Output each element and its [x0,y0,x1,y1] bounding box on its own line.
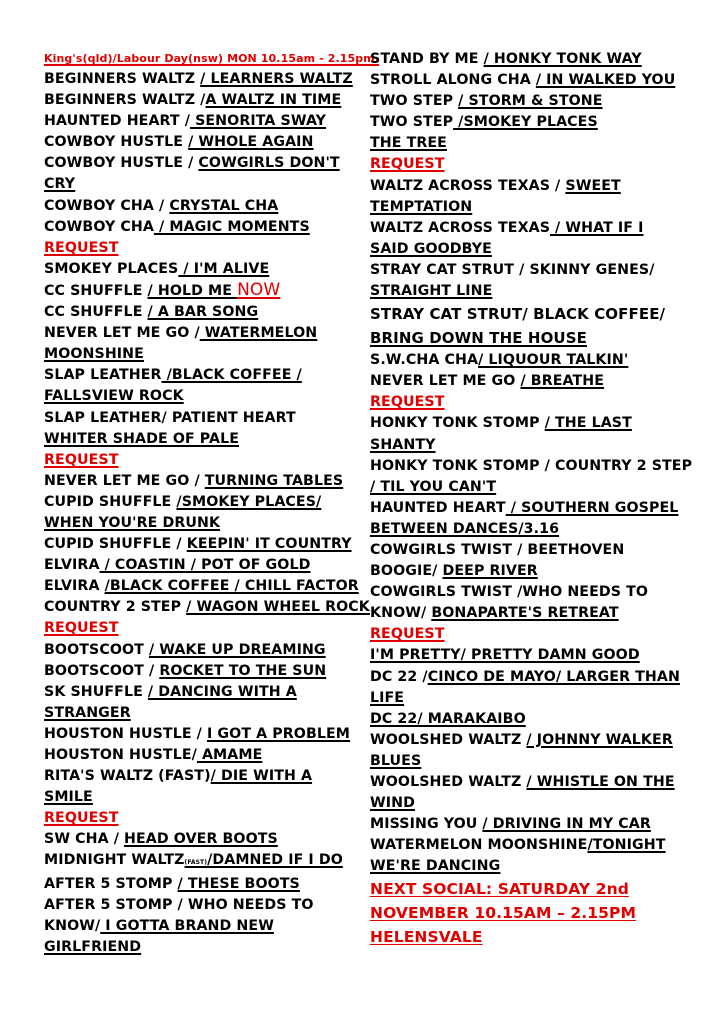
dance-name: HOUSTON HUSTLE / [44,725,208,742]
list-item: / TIL YOU CAN'T [370,478,497,495]
list-item [44,874,366,895]
music-title: ROCKET TO THE SUN [159,662,327,679]
tempo-note: (FAST) [184,859,208,867]
music-title: / LIQUOUR TALKIN' [478,352,629,369]
list-item [44,745,366,766]
list-item [44,534,366,555]
music-title: / COASTIN [99,557,186,574]
list-item [370,91,700,112]
list-item: STRAY CAT STRUT/ BLACK COFFEE/ [370,305,666,324]
dance-name: TWO STEP [370,114,454,131]
music-title: / WAGON WHEEL ROCK [186,599,370,616]
list-item [44,766,366,787]
music-title: / DANCING WITH A [147,683,297,700]
list-item [370,112,700,133]
list-item: I'M PRETTY/ PRETTY DAMN GOOD [370,647,640,664]
list-item: SLAP LEATHER/ PATIENT HEART [44,409,296,426]
next-social-line: NEXT SOCIAL: SATURDAY 2nd [370,880,629,899]
list-item: COWGIRLS TWIST / BEETHOVEN [370,541,625,558]
list-item: GIRLFRIEND [44,938,142,955]
dance-name: WOOLSHED WALTZ [370,731,527,748]
list-item: STRAIGHT LINE [370,283,493,300]
music-title: / WHAT IF I [550,219,644,236]
music-title: CINCO DE MAYO [427,668,556,685]
music-title: / HONKY TONK WAY [483,51,642,67]
music-title: / WHISTLE ON THE [526,774,675,790]
list-item: WIND [370,795,415,812]
music-title: / CHILL FACTOR [234,578,359,595]
list-item [44,217,366,238]
list-item: WE'RE DANCING [370,858,501,875]
music-title: TURNING TABLES [204,472,344,489]
list-item [370,49,700,70]
list-item [44,916,366,937]
list-item [370,835,700,856]
dance-name: CC SHUFFLE [44,304,148,321]
list-item [370,561,700,582]
music-title: / DRIVING IN MY CAR [482,816,651,833]
music-title: / BREATHE [520,373,605,390]
dance-name: WALTZ ACROSS TEXAS [370,219,551,236]
list-item [44,111,366,132]
list-item: HONKY TONK STOMP / COUNTRY 2 STEP [370,457,693,474]
dance-name: COWBOY CHA / [44,197,170,214]
list-item [370,603,700,624]
list-item [44,302,366,323]
list-item: STRANGER [44,704,131,721]
music-title: A WALTZ IN TIME [205,92,342,109]
music-title: HEAD OVER BOOTS [124,831,278,848]
request-label: REQUEST [44,810,119,827]
dance-name: SLAP LEATHER [44,367,162,384]
list-item [44,259,366,280]
dance-name: ELVIRA [44,578,105,595]
list-item [370,413,700,434]
dance-name: COUNTRY 2 STEP [44,599,187,616]
music-title: I GOT A PROBLEM [207,725,351,742]
list-item: COWGIRLS TWIST /WHO NEEDS TO [370,584,649,601]
list-item [44,555,366,576]
dance-name: HAUNTED HEART [370,499,506,516]
dance-name: KNOW/ [44,917,101,934]
dance-name: DC 22/ [370,710,423,727]
music-title: / MAGIC MOMENTS [153,218,310,235]
music-title: / THE LAST [544,415,632,432]
dance-name: COWBOY CHA [44,218,154,235]
request-label: REQUEST [44,620,119,637]
dance-name: CC SHUFFLE [44,282,148,299]
dance-name: COWBOY HUSTLE / [44,155,199,172]
dance-name: BOOTSCOOT [44,641,149,658]
dance-name: MIDNIGHT WALTZ [44,852,185,869]
dance-name: NEVER LET ME GO / [44,325,200,342]
dance-name: SMOKEY PLACES [44,260,179,277]
next-social-line: NOVEMBER 10.15AM – 2.15PM [370,904,636,923]
request-label: REQUEST [370,394,445,411]
list-item [44,471,366,492]
dance-name: WATERMELON MOONSHINE [370,837,588,854]
list-item [44,280,366,302]
dance-name: WOOLSHED WALTZ [370,774,527,790]
list-item [44,597,370,618]
left-column [44,49,380,958]
music-title: /SMOKEY PLACES/ [176,493,322,510]
music-title: MARAKAIBO [422,710,526,727]
list-item: FALLSVIEW ROCK [44,388,184,405]
list-item [44,132,366,153]
next-social-line: HELENSVALE [370,928,483,947]
list-item: WHEN YOU'RE DRUNK [44,514,221,531]
music-title: / A BAR SONG [147,304,259,321]
list-item [44,365,366,386]
list-item: SMILE [44,789,93,806]
music-title: / WHOLE AGAIN [188,134,314,151]
dance-name: CUPID SHUFFLE / [44,536,187,553]
list-item [44,661,366,682]
dance-name: AFTER 5 STOMP [44,875,178,892]
music-title: CRYSTAL CHA [169,197,279,214]
list-item: THE TREE [370,135,447,152]
music-title: / I'M ALIVE [178,260,270,277]
dance-name: NEVER LET ME GO / [44,472,205,489]
music-title: COWGIRLS DON'T [198,155,340,172]
music-title: DEEP RIVER [442,563,538,580]
request-label: REQUEST [44,451,119,468]
list-item: SAID GOODBYE [370,240,492,257]
music-title: / LARGER THAN [555,668,680,685]
list-item [370,772,700,793]
dance-name: SW CHA / [44,831,125,848]
list-item: MOONSHINE [44,346,144,363]
dance-name: TWO STEP [370,93,459,110]
list-item [370,350,700,371]
list-item [370,260,700,281]
music-title: / HOLD ME [147,282,238,299]
dance-name: BEGINNERS WALTZ [44,71,201,87]
dance-name: S.W.CHA CHA [370,352,479,369]
event-header: King's(qld)/Labour Day(nsw) MON 10.15am - 2.15pm. [44,52,380,65]
list-item [44,90,366,111]
dance-name: DC 22 / [370,668,428,685]
music-title: KEEPIN' IT COUNTRY [186,536,352,553]
music-title: /TONIGHT [587,837,666,854]
music-title: /BLACK COFFEE [104,578,235,595]
list-item [44,682,366,703]
list-item [370,730,700,751]
list-item [44,323,366,344]
list-item [44,153,366,174]
dance-name: STROLL ALONG CHA [370,72,536,89]
music-title: / SOUTHERN GOSPEL [505,499,679,516]
dance-name: MISSING YOU [370,816,483,833]
dance-name: NEVER LET ME GO [370,373,521,390]
list-item [370,218,700,239]
dance-name: HONKY TONK STOMP [370,415,545,432]
music-title: SWEET [565,177,621,194]
music-title: I GOTTA BRAND NEW [100,917,274,934]
dance-name: SK SHUFFLE [44,683,148,700]
music-title: / IN WALKED YOU [535,72,676,89]
request-label: REQUEST [44,239,119,256]
music-title: / DIE WITH A [210,768,313,785]
list-item: SHANTY [370,436,436,453]
dance-name: STRAY CAT STRUT / SKINNY GENES/ [370,261,655,278]
music-title: / THESE BOOTS [177,875,300,892]
list-item [44,196,366,217]
dance-name: HOUSTON HUSTLE/ [44,747,197,763]
music-title: AMAME [196,747,263,763]
list-item [44,829,366,850]
dance-name: WALTZ ACROSS TEXAS / [370,177,566,194]
list-item [370,498,700,519]
dance-name: KNOW/ [370,605,432,622]
dance-name: CUPID SHUFFLE [44,493,177,510]
list-item: AFTER 5 STOMP / WHO NEEDS TO [44,896,314,913]
music-title: / LEARNERS WALTZ [200,71,353,87]
dance-name: COWBOY HUSTLE [44,134,189,151]
list-item [44,69,366,90]
list-item [370,709,700,730]
music-title: SENORITA SWAY [190,113,327,130]
list-item [44,492,366,513]
list-item [44,724,366,745]
dance-name: HAUNTED HEART / [44,113,191,130]
music-title: / WAKE UP DREAMING [148,641,326,658]
dance-name: BEGINNERS WALTZ / [44,92,206,109]
list-item [370,667,700,688]
list-item: BLUES [370,752,422,769]
list-item [44,576,366,597]
music-title: /SMOKEY PLACES [453,114,598,131]
list-item [370,176,700,197]
list-item [370,371,700,392]
dance-name: STAND BY ME [370,51,484,67]
dance-name: ELVIRA [44,557,100,574]
list-item: BETWEEN DANCES/3.16 [370,520,560,537]
music-title: /DAMNED IF I DO [207,852,343,869]
list-item: CRY [44,176,76,193]
request-label: REQUEST [370,626,445,643]
list-item [44,850,366,873]
list-item: LIFE [370,689,405,706]
music-title: / POT OF GOLD [185,557,311,574]
music-title: / STORM & STONE [458,93,603,110]
list-item [370,70,700,91]
request-label: REQUEST [370,156,445,173]
dance-name: RITA'S WALTZ (FAST) [44,768,211,785]
music-title: /BLACK COFFEE / [161,367,302,384]
music-title-emphasis: NOW [237,279,281,300]
dance-name: BOOTSCOOT / [44,662,160,679]
music-title: / JOHNNY WALKER [526,731,673,748]
list-item: BRING DOWN THE HOUSE [370,329,587,348]
right-column [370,49,700,949]
list-item: TEMPTATION [370,198,473,215]
list-item [370,814,700,835]
music-title: WATERMELON [199,325,318,342]
list-item: WHITER SHADE OF PALE [44,430,240,447]
list-item [44,640,366,661]
dance-name: BOOGIE/ [370,563,443,580]
music-title: BONAPARTE'S RETREAT [431,605,619,622]
